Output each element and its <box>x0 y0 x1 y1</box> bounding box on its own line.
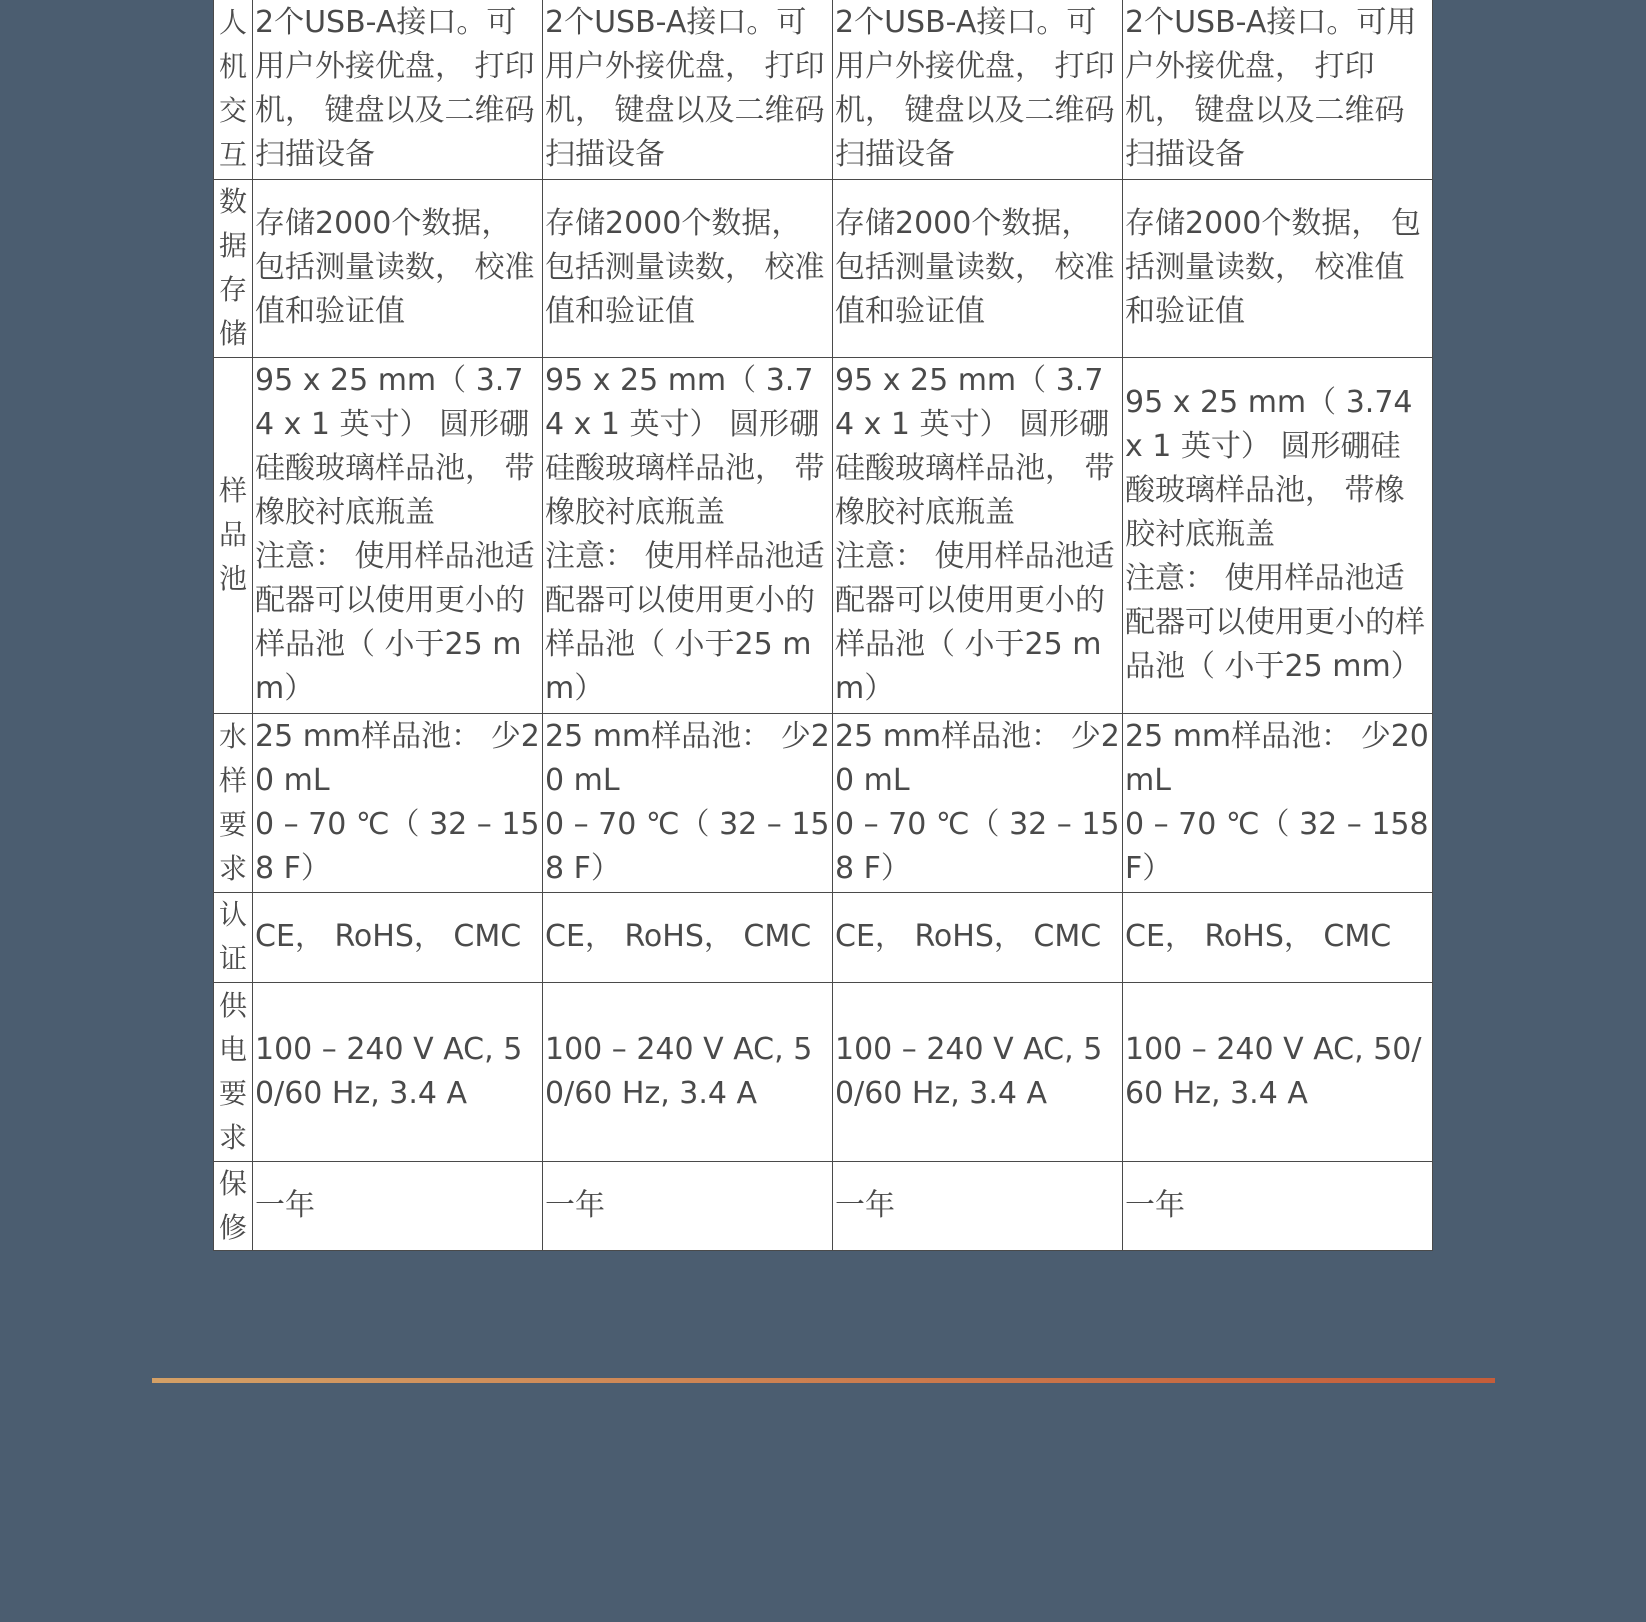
table-cell: 存储2000个数据， 包括测量读数， 校准值和验证值 <box>543 179 833 357</box>
table-cell: 2个USB-A接口。可用户外接优盘， 打印机， 键盘以及二维码扫描设备 <box>833 0 1123 179</box>
table-cell: 25 mm样品池： 少20 mL 0 – 70 ℃（ 32 – 158 F） <box>253 713 543 892</box>
table-cell: CE， RoHS， CMC <box>253 892 543 982</box>
table-cell: 一年 <box>543 1161 833 1250</box>
table-cell: 95 x 25 mm（ 3.74 x 1 英寸） 圆形硼硅酸玻璃样品池， 带橡胶衬底瓶盖 注意： 使用样品池适配器可以使用更小的样品池（ 小于25 mm） <box>833 357 1123 713</box>
table-row-warranty <box>214 1161 1433 1250</box>
table-cell: 100 – 240 V AC, 50/60 Hz, 3.4 A <box>1123 982 1433 1161</box>
table-cell: 存储2000个数据， 包括测量读数， 校准值和验证值 <box>253 179 543 357</box>
table-cell: CE， RoHS， CMC <box>543 892 833 982</box>
table-cell: 25 mm样品池： 少20 mL 0 – 70 ℃（ 32 – 158 F） <box>543 713 833 892</box>
table-cell: 100 – 240 V AC, 50/60 Hz, 3.4 A <box>833 982 1123 1161</box>
table-cell: 95 x 25 mm（ 3.74 x 1 英寸） 圆形硼硅酸玻璃样品池， 带橡胶衬底瓶盖 注意： 使用样品池适配器可以使用更小的样品池（ 小于25 mm） <box>253 357 543 713</box>
row-label: 保修 <box>214 1161 253 1250</box>
row-label: 水样要求 <box>214 713 253 892</box>
table-row-sample-requirements <box>214 713 1433 892</box>
table-cell: 2个USB-A接口。可用户外接优盘， 打印机， 键盘以及二维码扫描设备 <box>543 0 833 179</box>
table-cell: 95 x 25 mm（ 3.74 x 1 英寸） 圆形硼硅酸玻璃样品池， 带橡胶衬底瓶盖 注意： 使用样品池适配器可以使用更小的样品池（ 小于25 mm） <box>543 357 833 713</box>
table-row-power <box>214 982 1433 1161</box>
table-cell: 一年 <box>833 1161 1123 1250</box>
row-label: 认证 <box>214 892 253 982</box>
table-cell: CE， RoHS， CMC <box>833 892 1123 982</box>
table-row-data-storage <box>214 179 1433 357</box>
spec-table <box>213 0 1433 1251</box>
row-label: 数据存储 <box>214 179 253 357</box>
table-cell: 95 x 25 mm（ 3.74 x 1 英寸） 圆形硼硅酸玻璃样品池， 带橡胶衬底瓶盖 注意： 使用样品池适配器可以使用更小的样品池（ 小于25 mm） <box>1123 357 1433 713</box>
table-cell: 一年 <box>253 1161 543 1250</box>
table-row-certification <box>214 892 1433 982</box>
gradient-divider <box>152 1378 1495 1383</box>
table-cell: 25 mm样品池： 少20 mL 0 – 70 ℃（ 32 – 158 F） <box>833 713 1123 892</box>
row-label: 人机交互 <box>214 0 253 179</box>
table-cell: 存储2000个数据， 包括测量读数， 校准值和验证值 <box>833 179 1123 357</box>
table-cell: 一年 <box>1123 1161 1433 1250</box>
table-cell: 100 – 240 V AC, 50/60 Hz, 3.4 A <box>253 982 543 1161</box>
table-row-interaction <box>214 0 1433 179</box>
row-label: 供电要求 <box>214 982 253 1161</box>
row-label: 样品池 <box>214 357 253 713</box>
table-row-sample-cell <box>214 357 1433 713</box>
table-cell: 存储2000个数据， 包括测量读数， 校准值和验证值 <box>1123 179 1433 357</box>
table-cell: 2个USB-A接口。可用户外接优盘， 打印机， 键盘以及二维码扫描设备 <box>1123 0 1433 179</box>
table-cell: 2个USB-A接口。可用户外接优盘， 打印机， 键盘以及二维码扫描设备 <box>253 0 543 179</box>
table-cell: CE， RoHS， CMC <box>1123 892 1433 982</box>
table-cell: 25 mm样品池： 少20 mL 0 – 70 ℃（ 32 – 158 F） <box>1123 713 1433 892</box>
table-cell: 100 – 240 V AC, 50/60 Hz, 3.4 A <box>543 982 833 1161</box>
